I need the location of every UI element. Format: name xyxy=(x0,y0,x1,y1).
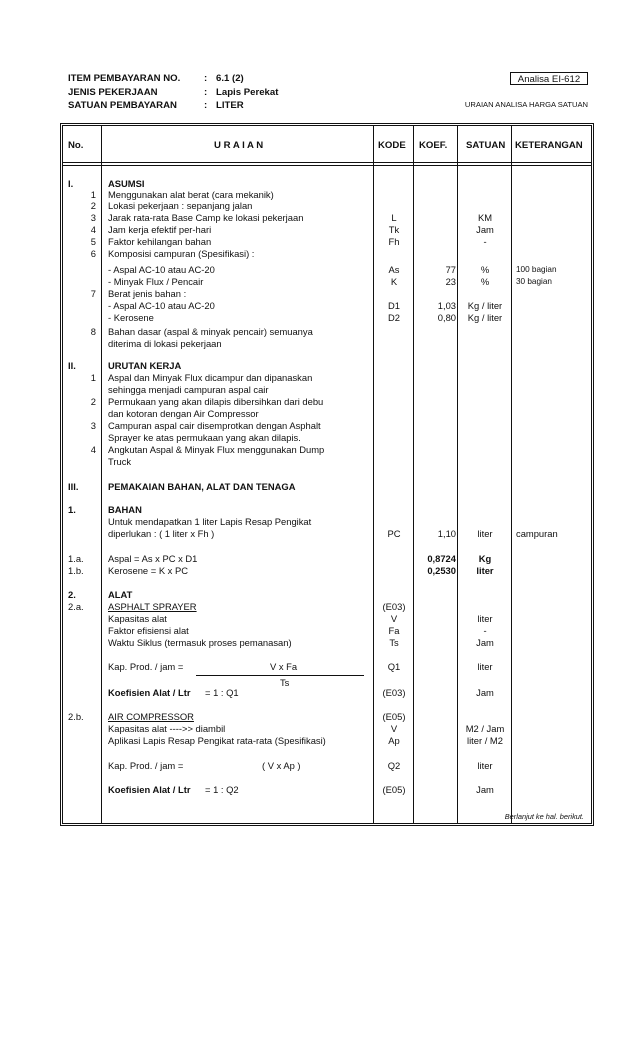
row-number: 1 xyxy=(90,189,96,200)
row-kode: (E05) xyxy=(382,784,406,795)
analisa-code-badge: Analisa EI-612 xyxy=(510,72,588,85)
row-description: Kapasitas alat xyxy=(108,613,167,624)
row-description: Lokasi pekerjaan : sepanjang jalan xyxy=(108,200,253,211)
row-kode: Q2 xyxy=(387,760,401,771)
row-description: ( V x Ap ) xyxy=(262,760,301,771)
row-satuan: liter / M2 xyxy=(467,735,503,746)
row-description: Aspal dan Minyak Flux dicampur dan dipanaskan xyxy=(108,372,313,383)
row-satuan: liter xyxy=(477,661,493,672)
row-description: Campuran aspal cair disemprotkan dengan Asphalt xyxy=(108,420,321,431)
row-satuan: KM xyxy=(477,212,493,223)
row-number: 1. xyxy=(68,504,76,515)
row-description: Kerosene = K x PC xyxy=(108,565,188,576)
row-kode: L xyxy=(391,212,397,223)
row-description: = 1 : Q2 xyxy=(205,784,239,795)
analysis-subtitle: URAIAN ANALISA HARGA SATUAN xyxy=(464,100,588,109)
row-kode: (E03) xyxy=(382,601,406,612)
row-number: 8 xyxy=(90,326,96,337)
row-number: 1 xyxy=(90,372,96,383)
row-kode: PC xyxy=(387,528,401,539)
col-divider-no xyxy=(101,125,102,824)
row-kode: D1 xyxy=(388,300,400,311)
row-description: Waktu Siklus (termasuk proses pemanasan) xyxy=(108,637,292,648)
th-no: No. xyxy=(68,140,84,151)
row-keterangan: 100 bagian xyxy=(516,265,557,274)
row-keterangan: campuran xyxy=(516,528,558,539)
row-satuan: liter xyxy=(477,760,493,771)
row-koefisien: 0,80 xyxy=(437,312,456,323)
row-kode: (E03) xyxy=(382,687,406,698)
row-description: ASUMSI xyxy=(108,178,145,189)
row-description: Aplikasi Lapis Resap Pengikat rata-rata (Spesifikasi) xyxy=(108,735,326,746)
row-description: Faktor kehilangan bahan xyxy=(108,236,212,247)
row-number: 3 xyxy=(90,420,96,431)
row-description: ASPHALT SPRAYER xyxy=(108,601,197,612)
row-number: 2.a. xyxy=(68,601,84,612)
row-description: diperlukan : ( 1 liter x Fh ) xyxy=(108,528,215,539)
row-description: dan kotoran dengan Air Compressor xyxy=(108,408,259,419)
row-kode: Q1 xyxy=(387,661,401,672)
continued-note: Berlanjut ke hal. berikut. xyxy=(504,812,584,821)
row-description: Berat jenis bahan : xyxy=(108,288,187,299)
jenis-label: JENIS PEKERJAAN xyxy=(68,87,158,98)
row-description: Kap. Prod. / jam = xyxy=(108,760,184,771)
row-description: Ts xyxy=(280,677,290,688)
row-description: BAHAN xyxy=(108,504,142,515)
row-description: - Kerosene xyxy=(108,312,154,323)
row-koefisien: 23 xyxy=(445,276,456,287)
row-kode: (E05) xyxy=(382,711,406,722)
jenis-colon: : xyxy=(204,87,208,98)
row-satuan: - xyxy=(483,236,487,247)
row-satuan: liter xyxy=(477,613,493,624)
row-satuan: % xyxy=(480,264,490,275)
row-kode: Fh xyxy=(388,236,400,247)
row-description: Komposisi campuran (Spesifikasi) : xyxy=(108,248,255,259)
row-number: 1.b. xyxy=(68,565,84,576)
row-kode: V xyxy=(390,723,398,734)
row-number: I. xyxy=(68,178,74,189)
row-description: Menggunakan alat berat (cara mekanik) xyxy=(108,189,274,200)
row-number: III. xyxy=(68,481,79,492)
row-description: Untuk mendapatkan 1 liter Lapis Resap Pengikat xyxy=(108,516,312,527)
row-description: - Aspal AC-10 atau AC-20 xyxy=(108,300,215,311)
row-number: II. xyxy=(68,360,76,371)
row-description: Aspal = As x PC x D1 xyxy=(108,553,198,564)
row-satuan: Kg / liter xyxy=(467,312,503,323)
row-satuan: % xyxy=(480,276,490,287)
satuan-colon: : xyxy=(204,100,208,111)
row-description: sehingga menjadi campuran aspal cair xyxy=(108,384,269,395)
row-number: 2 xyxy=(90,200,96,211)
row-description: Bahan dasar (aspal & minyak pencair) semuanya xyxy=(108,326,313,337)
item-label: ITEM PEMBAYARAN NO. xyxy=(68,73,181,84)
fraction-line xyxy=(196,675,364,676)
row-koefisien: 1,03 xyxy=(437,300,456,311)
row-kode: D2 xyxy=(388,312,400,323)
row-number: 5 xyxy=(90,236,96,247)
row-satuan: - xyxy=(483,625,487,636)
row-satuan: Jam xyxy=(476,224,494,235)
th-keterangan: KETERANGAN xyxy=(515,140,583,151)
row-satuan: Jam xyxy=(476,784,494,795)
row-satuan: Jam xyxy=(476,637,494,648)
row-description: Jam kerja efektif per-hari xyxy=(108,224,212,235)
row-description: Kapasitas alat ---->> diambil xyxy=(108,723,226,734)
header-separator-top xyxy=(62,162,592,163)
row-description: Kap. Prod. / jam = xyxy=(108,661,184,672)
row-description: PEMAKAIAN BAHAN, ALAT DAN TENAGA xyxy=(108,481,296,492)
row-kode: Tk xyxy=(388,224,400,235)
row-satuan: M2 / Jam xyxy=(465,723,505,734)
row-description: Sprayer ke atas permukaan yang akan dilapis. xyxy=(108,432,301,443)
row-description: Jarak rata-rata Base Camp ke lokasi pekerjaan xyxy=(108,212,304,223)
row-satuan: liter xyxy=(476,565,494,576)
row-description: ALAT xyxy=(108,589,133,600)
row-description: Faktor efisiensi alat xyxy=(108,625,189,636)
row-description: diterima di lokasi pekerjaan xyxy=(108,338,222,349)
row-kode: Ts xyxy=(389,637,399,648)
row-number: 2. xyxy=(68,589,76,600)
item-value: 6.1 (2) xyxy=(216,73,244,84)
row-satuan: liter xyxy=(477,528,493,539)
th-uraian: U R A I A N xyxy=(214,140,264,151)
row-description: Koefisien Alat / Ltr xyxy=(108,784,191,795)
row-description: AIR COMPRESSOR xyxy=(108,711,194,722)
satuan-value: LITER xyxy=(216,100,244,111)
satuan-label: SATUAN PEMBAYARAN xyxy=(68,100,177,111)
row-description: - Aspal AC-10 atau AC-20 xyxy=(108,264,215,275)
row-number: 7 xyxy=(90,288,96,299)
th-kode: KODE xyxy=(378,140,406,151)
row-description: Angkutan Aspal & Minyak Flux menggunakan Dump xyxy=(108,444,325,455)
jenis-pekerjaan-line xyxy=(68,87,278,99)
th-koef: KOEF. xyxy=(419,140,448,151)
item-pembayaran-line xyxy=(68,73,244,85)
row-number: 4 xyxy=(90,444,96,455)
row-number: 4 xyxy=(90,224,96,235)
satuan-pembayaran-line xyxy=(68,100,244,112)
row-keterangan: 30 bagian xyxy=(516,277,552,286)
row-number: 2 xyxy=(90,396,96,407)
row-number: 3 xyxy=(90,212,96,223)
row-koefisien: 77 xyxy=(445,264,456,275)
row-description: V x Fa xyxy=(270,661,298,672)
row-description: Koefisien Alat / Ltr xyxy=(108,687,191,698)
row-description: Permukaan yang akan dilapis dibersihkan dari debu xyxy=(108,396,324,407)
row-satuan: Kg / liter xyxy=(467,300,503,311)
row-kode: As xyxy=(388,264,400,275)
row-kode: K xyxy=(390,276,398,287)
row-description: - Minyak Flux / Pencair xyxy=(108,276,204,287)
row-koefisien: 1,10 xyxy=(437,528,456,539)
item-colon: : xyxy=(204,73,208,84)
row-kode: Fa xyxy=(388,625,400,636)
jenis-value: Lapis Perekat xyxy=(216,87,279,98)
row-number: 6 xyxy=(90,248,96,259)
th-satuan: SATUAN xyxy=(466,140,506,151)
row-satuan: Kg xyxy=(478,553,492,564)
row-description: Truck xyxy=(108,456,132,467)
row-description: = 1 : Q1 xyxy=(205,687,239,698)
row-koefisien: 0,2530 xyxy=(427,565,456,576)
row-kode: V xyxy=(390,613,398,624)
row-koefisien: 0,8724 xyxy=(427,553,456,564)
row-description: URUTAN KERJA xyxy=(108,360,182,371)
row-kode: Ap xyxy=(388,735,400,746)
row-satuan: Jam xyxy=(476,687,494,698)
row-number: 2.b. xyxy=(68,711,84,722)
row-number: 1.a. xyxy=(68,553,84,564)
header-separator-bottom xyxy=(62,165,592,166)
